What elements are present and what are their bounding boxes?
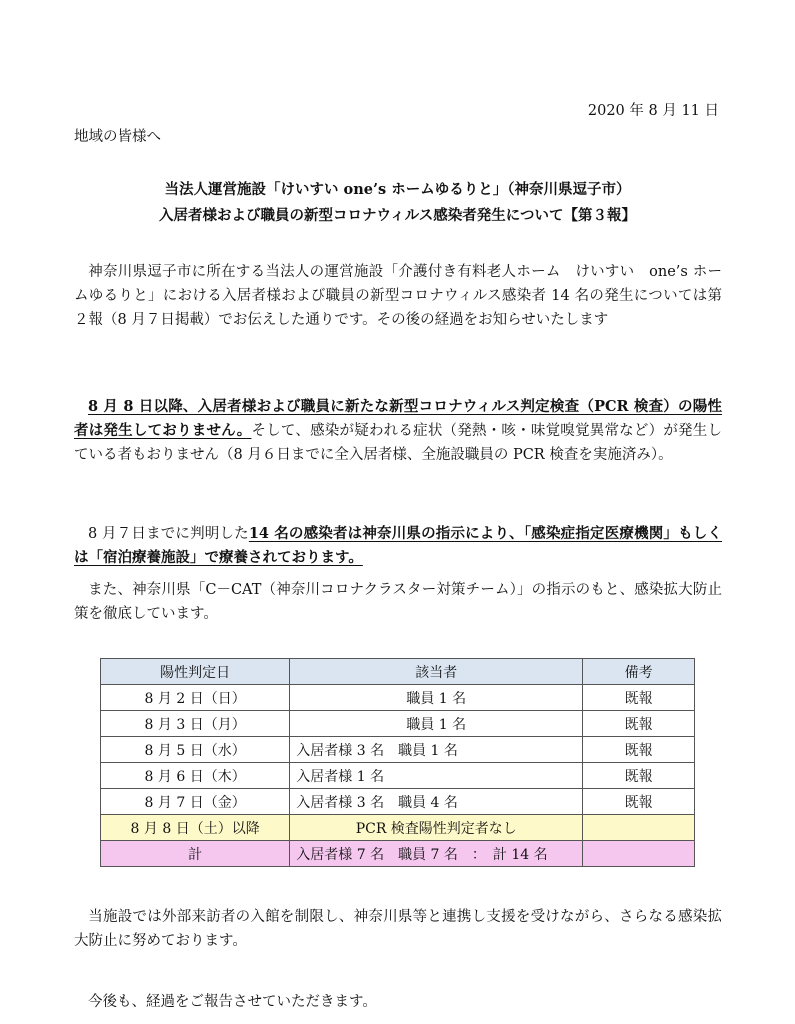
- header-note: 備考: [583, 659, 695, 685]
- row-note: 既報: [583, 711, 695, 737]
- title-line-2: 入居者様および職員の新型コロナウィルス感染者発生について【第３報】: [159, 207, 636, 224]
- treatment-pre-text: 8 月７日までに判明した: [88, 526, 249, 542]
- total-row: [101, 841, 695, 867]
- measures-text: また、神奈川県「C－CAT（神奈川コロナクラスター対策チーム）」の指示のもと、感染拡大防止策を徹底しています。: [74, 582, 722, 622]
- row-note: 既報: [583, 685, 695, 711]
- row-persons: 入居者様 3 名 職員 1 名: [290, 737, 583, 763]
- table-row: [101, 711, 695, 737]
- row-note: 既報: [583, 763, 695, 789]
- measures-paragraph: [74, 578, 722, 626]
- after-date: 8 月 8 日（土）以降: [101, 815, 290, 841]
- row-persons: 入居者様 3 名 職員 4 名: [290, 789, 583, 815]
- intro-text: 神奈川県逗子市に所在する当法人の運営施設「介護付き有料老人ホーム けいすい one’s ホームゆるりと」における入居者様および職員の新型コロナウィルス感染者 14 名の発生については第２報（8 月７日掲載）でお伝えした通りです。その後の経過をお知らせいたします: [74, 264, 722, 328]
- treatment-paragraph: [74, 522, 722, 570]
- closing-paragraph: [74, 990, 722, 1014]
- title-line-1: 当法人運営施設「けいすい one’s ホームゆるりと」（神奈川県逗子市）: [164, 181, 631, 198]
- support-paragraph: [74, 905, 722, 953]
- after-row: [101, 815, 695, 841]
- treatment-statement: 14 名の感染者は神奈川県の指示により、「感染症指定医療機関」もしくは「宿泊療養施設」で療養されております。: [74, 525, 722, 566]
- results-table: [100, 658, 695, 867]
- header-persons: 該当者: [290, 659, 583, 685]
- total-label: 計: [101, 841, 290, 867]
- header-date: 陽性判定日: [101, 659, 290, 685]
- support-text: 当施設では外部来訪者の入館を制限し、神奈川県等と連携し支援を受けながら、さらなる感染拡大防止に努めております。: [74, 909, 722, 949]
- row-note: 既報: [583, 737, 695, 763]
- after-note: [583, 815, 695, 841]
- row-date: 8 月 6 日（木）: [101, 763, 290, 789]
- intro-paragraph: [74, 260, 722, 332]
- row-persons: 職員 1 名: [290, 711, 583, 737]
- row-note: 既報: [583, 789, 695, 815]
- row-persons: 職員 1 名: [290, 685, 583, 711]
- table-row: [101, 737, 695, 763]
- table-row: [101, 763, 695, 789]
- status-rest-text: そして、感染が疑われる症状（発熱・咳・味覚嗅覚異常など）が発生している者もおりません（8 月６日までに全入居者様、全施設職員の PCR 検査を実施済み）。: [74, 423, 722, 463]
- after-persons: PCR 検査陽性判定者なし: [290, 815, 583, 841]
- document-date: 2020 年 8 月 11 日: [587, 103, 719, 119]
- closing-text: 今後も、経過をご報告させていただきます。: [88, 994, 377, 1010]
- table-header-row: [101, 659, 695, 685]
- status-paragraph: [74, 395, 722, 467]
- row-date: 8 月 7 日（金）: [101, 789, 290, 815]
- total-persons: 入居者様 7 名 職員 7 名 ： 計 14 名: [290, 841, 583, 867]
- total-note: [583, 841, 695, 867]
- row-date: 8 月 3 日（月）: [101, 711, 290, 737]
- no-new-positives-statement: 8 月 8 日以降、入居者様および職員に新たな新型コロナウィルス判定検査（PCR 検査）の陽性者は発生しておりません。: [74, 398, 722, 439]
- row-persons: 入居者様 1 名: [290, 763, 583, 789]
- table-row: [101, 789, 695, 815]
- greeting: 地域の皆様へ: [74, 129, 161, 145]
- table-row: [101, 685, 695, 711]
- row-date: 8 月 5 日（水）: [101, 737, 290, 763]
- row-date: 8 月 2 日（日）: [101, 685, 290, 711]
